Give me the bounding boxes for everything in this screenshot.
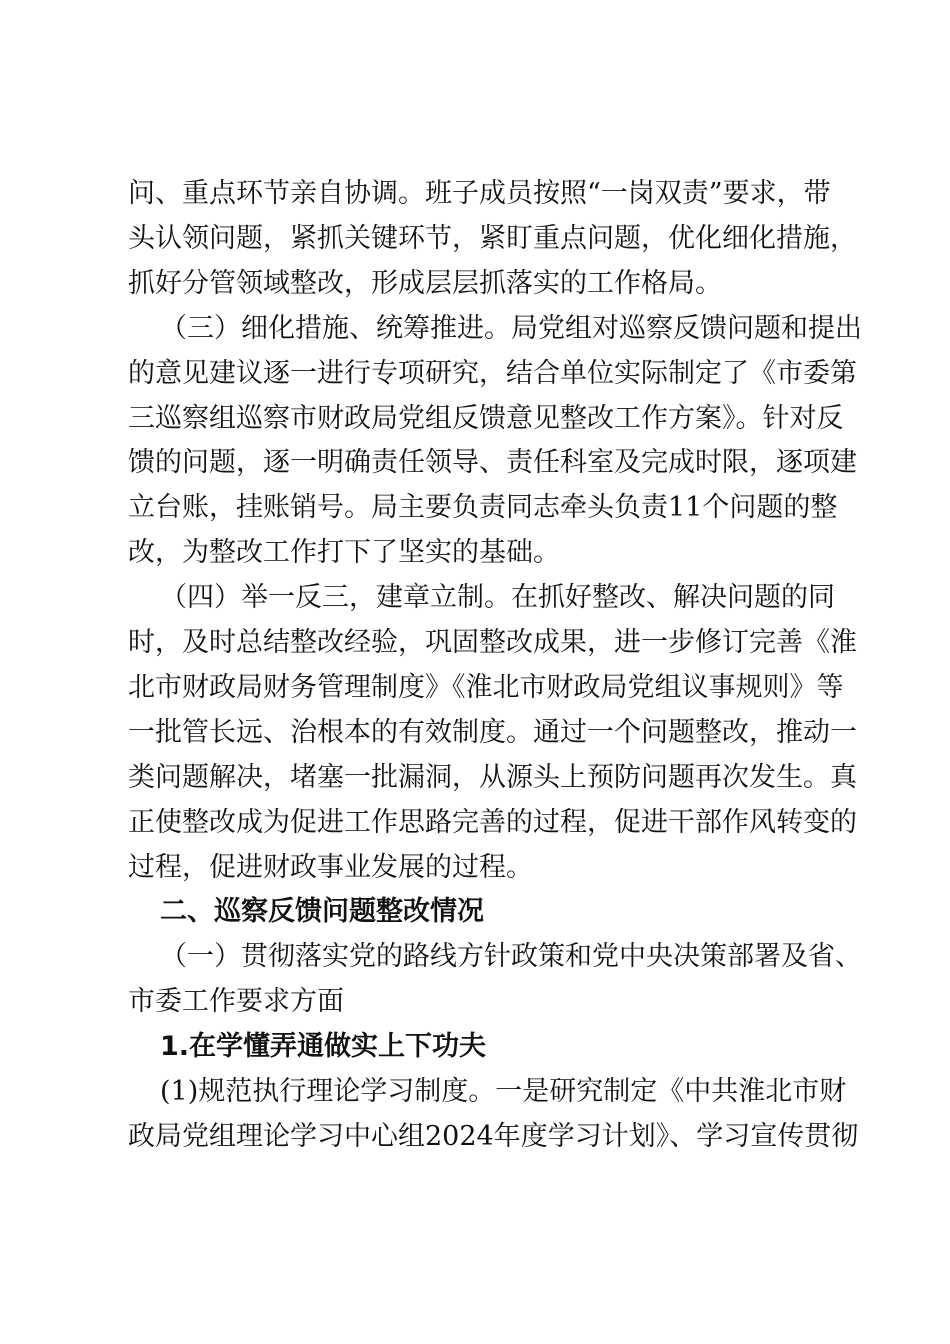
paragraph-line: （一）贯彻落实党的路线方针政策和党中央决策部署及省、 (160, 941, 862, 973)
paragraph-line: （三）细化措施、统筹推进。局党组对巡察反馈问题和提出 (160, 312, 862, 344)
paragraph-line: 问、重点环节亲自协调。班子成员按照“一岗双责”要求，带 (128, 178, 831, 209)
paragraph-line: 过程，促进财政事业发展的过程。 (128, 851, 533, 883)
paragraph-line: 抓好分管领域整改，形成层层抓落实的工作格局。 (128, 267, 722, 299)
paragraph-line: （四）举一反三，建章立制。在抓好整改、解决问题的同 (160, 582, 835, 614)
paragraph-line: 三巡察组巡察市财政局党组反馈意见整改工作方案》。针对反 (128, 402, 844, 434)
section-heading: 1.在学懂弄通做实上下功夫 (160, 1031, 487, 1063)
paragraph-line: 市委工作要求方面 (128, 986, 344, 1018)
section-heading: 二、巡察反馈问题整改情况 (160, 896, 484, 928)
paragraph-line: 北市财政局财务管理制度》《淮北市财政局党组议事规则》等 (128, 671, 844, 703)
paragraph-line: (1)规范执行理论学习制度。一是研究制定《中共淮北市财 (160, 1076, 847, 1107)
paragraph-line: 头认领问题，紧抓关键环节，紧盯重点问题，优化细化措施， (128, 222, 857, 254)
paragraph-line: 类问题解决，堵塞一批漏洞，从源头上预防问题再次发生。真 (128, 761, 857, 793)
paragraph-line: 立台账，挂账销号。局主要负责同志牵头负责11个问题的整 (128, 492, 838, 524)
paragraph-line: 政局党组理论学习中心组2024年度学习计划》、学习宣传贯彻 (128, 1120, 859, 1152)
paragraph-line: 馈的问题，逐一明确责任领导、责任科室及完成时限，逐项建 (128, 447, 857, 479)
paragraph-line: 一批管长远、治根本的有效制度。通过一个问题整改，推动一 (128, 716, 857, 748)
paragraph-line: 改，为整改工作打下了坚实的基础。 (128, 537, 560, 569)
paragraph-line: 时，及时总结整改经验，巩固整改成果，进一步修订完善《淮 (128, 627, 857, 658)
paragraph-line: 的意见建议逐一进行专项研究，结合单位实际制定了《市委第 (128, 357, 857, 389)
paragraph-line: 正使整改成为促进工作思路完善的过程，促进干部作风转变的 (128, 806, 857, 838)
